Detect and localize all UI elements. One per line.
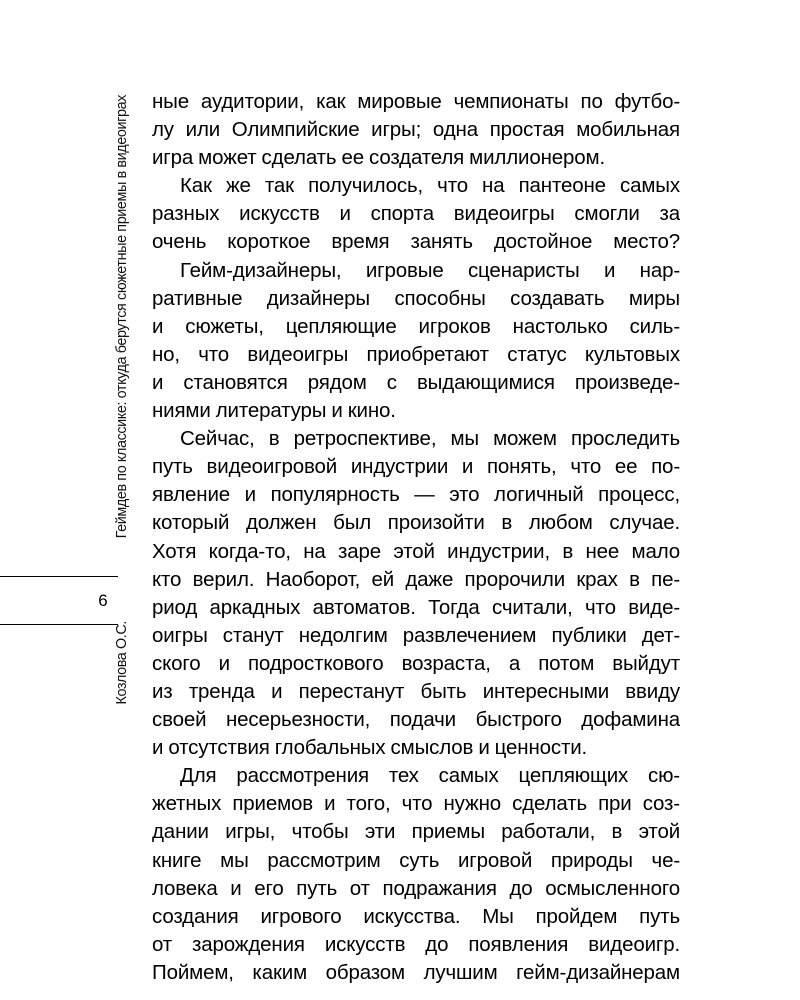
- text-line: дании игры, чтобы эти приемы работали, в этой: [152, 820, 680, 844]
- text-line: путь видеоигровой индустрии и понять, что ее по-: [152, 455, 680, 479]
- body-text: [152, 88, 680, 987]
- text-line: книге мы рассмотрим суть игровой природы че-: [152, 848, 680, 872]
- text-line: жетных приемов и того, что нужно сделать при соз-: [152, 792, 680, 816]
- text-line: Гейм-дизайнеры, игровые сценаристы и нар-: [180, 258, 680, 282]
- text-line: явление и популярность — это логичный процесс,: [152, 483, 680, 507]
- text-line: Хотя когда-то, на заре этой индустрии, в нее мало: [152, 539, 680, 563]
- text-line: Сейчас, в ретроспективе, мы можем проследить: [180, 427, 680, 451]
- text-line: риод аркадных автоматов. Тогда считали, что виде-: [152, 595, 680, 619]
- text-line: ловека и его путь от подражания до осмысленного: [152, 876, 680, 900]
- text-line: ниями литературы и кино.: [152, 399, 396, 423]
- text-line: и отсутствия глобальных смыслов и ценности.: [152, 736, 588, 760]
- text-line: игра может сделать ее создателя миллионером.: [152, 146, 606, 170]
- paragraph: [152, 257, 680, 426]
- text-line: своей несерьезности, подачи быстрого дофамина: [152, 708, 680, 732]
- text-line: Поймем, каким образом лучшим гейм-дизайнерам: [152, 960, 680, 984]
- text-line: который должен был произойти в любом случае.: [152, 511, 680, 535]
- text-line: ные аудитории, как мировые чемпионаты по футбо-: [152, 90, 680, 113]
- text-line: лу или Олимпийские игры; одна простая мобильная: [152, 118, 680, 142]
- paragraph: [152, 172, 680, 256]
- text-line: ского и подросткового возраста, а потом выйдут: [152, 651, 680, 675]
- text-line: из тренда и перестанут быть интересными ввиду: [152, 679, 680, 703]
- header-divider-bottom: [0, 624, 118, 625]
- paragraph: [152, 762, 680, 987]
- page-number: 6: [98, 591, 108, 610]
- text-line: от зарождения искусств до появления видеоигр.: [152, 932, 680, 956]
- running-author-name: Козлова О.С.: [114, 621, 130, 705]
- text-line: разных искусств и спорта видеоигры смогли за: [152, 202, 680, 226]
- text-line: ративные дизайнеры способны создавать миры: [152, 286, 680, 310]
- text-line: Как же так получилось, что на пантеоне самых: [180, 174, 680, 198]
- text-line: создания игрового искусства. Мы пройдем путь: [152, 904, 680, 928]
- header-divider-top: [0, 576, 118, 577]
- text-line: очень короткое время занять достойное место?: [152, 230, 680, 254]
- text-line: но, что видеоигры приобретают статус культовых: [152, 342, 680, 366]
- text-line: и сюжеты, цепляющие игроков настолько силь-: [152, 314, 680, 338]
- text-line: и становятся рядом с выдающимися произведе-: [152, 370, 680, 394]
- paragraph: [152, 88, 680, 172]
- running-book-title: Геймдев по классике: откуда берутся сюжетные приемы в видеоиграх: [114, 95, 130, 539]
- text-line: оигры станут недолгим развлечением публики дет-: [152, 623, 680, 647]
- text-line: Для рассмотрения тех самых цепляющих сю-: [180, 764, 680, 788]
- paragraph: [152, 425, 680, 762]
- text-line: кто верил. Наоборот, ей даже пророчили крах в пе-: [152, 567, 680, 591]
